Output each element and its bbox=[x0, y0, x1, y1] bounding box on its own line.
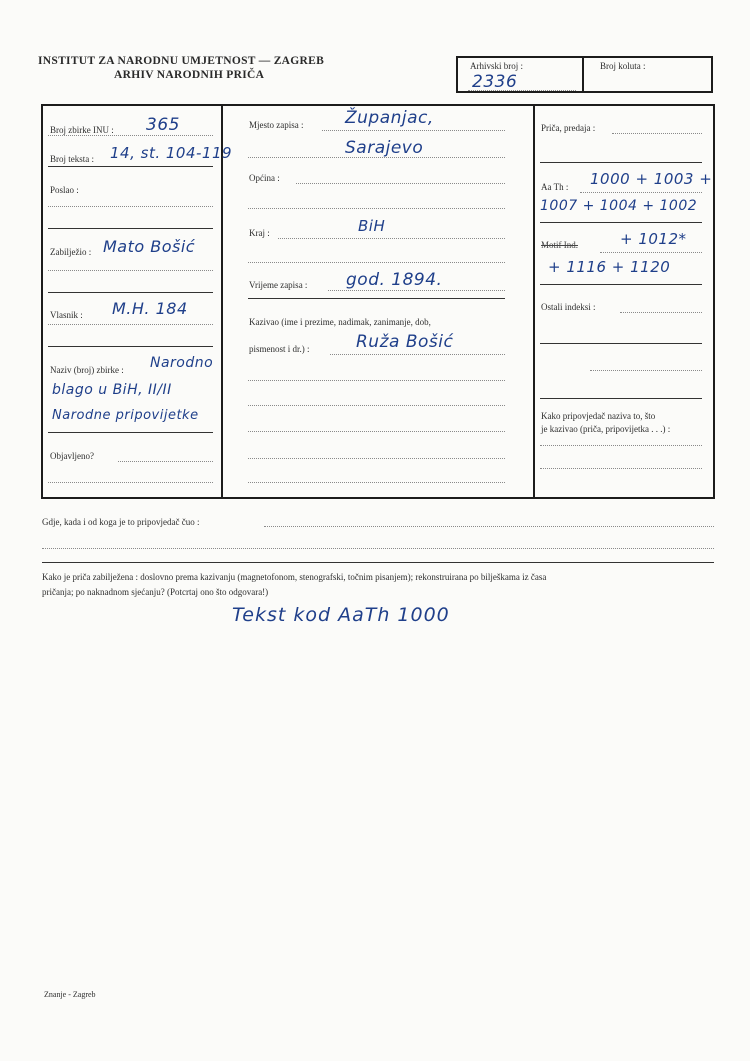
collection-number-label: Broj zbirke INU : bbox=[50, 125, 114, 135]
time-label: Vrijeme zapisa : bbox=[249, 280, 308, 290]
aath-line2: 1007 + 1004 + 1002 bbox=[540, 198, 698, 214]
place-line2: Sarajevo bbox=[345, 138, 424, 158]
aath-line1: 1000 + 1003 + bbox=[590, 170, 713, 188]
collection-name-line3: Narodne pripovijetke bbox=[52, 408, 199, 423]
story-type-label: Priča, predaja : bbox=[541, 123, 596, 133]
place-label: Mjesto zapisa : bbox=[249, 120, 304, 130]
place-line1: Županjac, bbox=[345, 108, 434, 128]
narrator-label: Kazivao (ime i prezime, nadimak, zanimanje, dob, bbox=[249, 317, 431, 327]
aath-label: Aa Th : bbox=[541, 182, 569, 192]
text-number-value: 14, st. 104-119 bbox=[110, 144, 233, 162]
reel-number-label: Broj koluta : bbox=[600, 61, 646, 71]
archive-number-value: 2336 bbox=[472, 72, 518, 92]
aath-line3: + 1012* bbox=[620, 230, 687, 248]
archive-subtitle: ARHIV NARODNIH PRIČA bbox=[114, 69, 265, 81]
narrator-value: Ruža Bošić bbox=[356, 332, 454, 352]
sent-by-label: Poslao : bbox=[50, 185, 79, 195]
institute-title: INSTITUT ZA NARODNU UMJETNOST — ZAGREB bbox=[38, 55, 325, 67]
handwritten-reference-note: Tekst kod AaTh 1000 bbox=[232, 604, 450, 626]
collection-name-line2: blago u BiH, II/II bbox=[52, 382, 172, 398]
owner-label: Vlasnik : bbox=[50, 310, 83, 320]
where-heard-label: Gdje, kada i od koga je to pripovjedač čuo : bbox=[42, 517, 200, 527]
narrator-term-label: Kako pripovjedač naziva to, što bbox=[541, 411, 656, 421]
region-label: Kraj : bbox=[249, 228, 270, 238]
narrator-label-cont: pismenost i dr.) : bbox=[249, 344, 310, 354]
collection-name-label: Naziv (broj) zbirke : bbox=[50, 365, 124, 375]
archive-number-box bbox=[456, 56, 713, 93]
recorded-by-label: Zabilježio : bbox=[50, 247, 92, 257]
how-recorded-label-cont: pričanja; po naknadnom sjećanju? (Potcrtaj ono što odgovara!) bbox=[42, 587, 269, 597]
how-recorded-label: Kako je priča zabilježena : doslovno prema kazivanju (magnetofonom, stenografski, točnim pisanjem); rekonstruirana po bilješkama iz časa bbox=[42, 572, 547, 582]
publisher-imprint: Znanje - Zagreb bbox=[44, 990, 96, 999]
owner-value: M.H. 184 bbox=[112, 299, 188, 318]
published-label: Objavljeno? bbox=[50, 451, 94, 461]
aath-line4: + 1116 + 1120 bbox=[548, 258, 671, 276]
collection-number-value: 365 bbox=[146, 115, 180, 135]
region-value: BiH bbox=[358, 217, 386, 235]
recorded-by-value: Mato Bošić bbox=[103, 237, 196, 256]
municipality-label: Općina : bbox=[249, 173, 280, 183]
other-indexes-label: Ostali indeksi : bbox=[541, 302, 596, 312]
time-value: god. 1894. bbox=[346, 270, 443, 290]
narrator-term-label-cont: je kazivao (priča, pripovijetka . . .) : bbox=[541, 424, 671, 434]
collection-name-line1: Narodno bbox=[150, 355, 214, 371]
archive-number-label: Arhivski broj : bbox=[470, 61, 523, 71]
motif-index-label-struck: Motif Ind. bbox=[541, 240, 578, 250]
text-number-label: Broj teksta : bbox=[50, 154, 94, 164]
